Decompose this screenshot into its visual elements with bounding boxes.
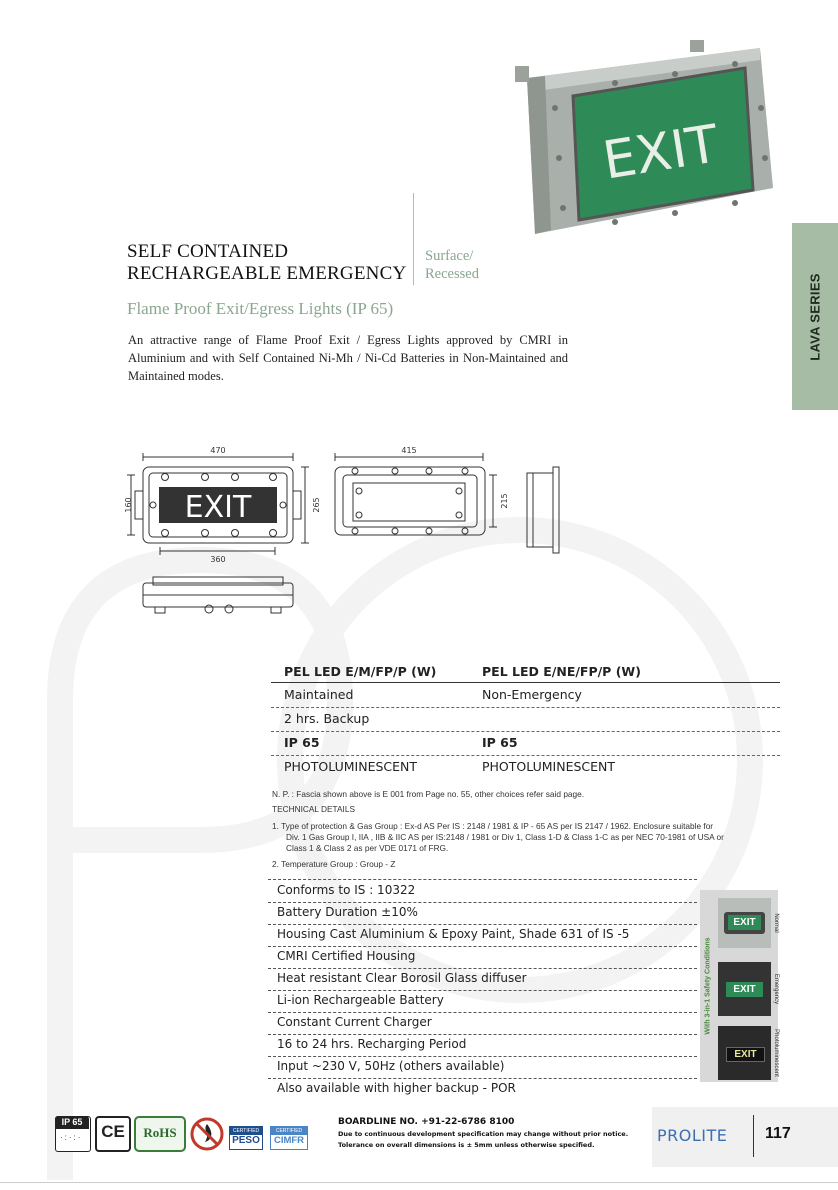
dim-rear-height: 215 (500, 493, 509, 509)
spec-row-mode (271, 683, 780, 708)
feature-text: Li-ion Rechargeable Battery (277, 993, 444, 1007)
safety-emergency-exit: EXIT (726, 982, 763, 997)
feature-text: Also available with higher backup - POR (277, 1081, 516, 1095)
drawing-exit-sign: EXIT (184, 490, 252, 525)
product-description: An attractive range of Flame Proof Exit / Egress Lights approved by CMRI in Aluminium and with Self Contained Ni-Mh / Ni-Cd Batteries in Non-Maintained and Maintained modes. (128, 333, 568, 383)
safety-normal-image (718, 898, 771, 948)
spec-row-finish (271, 755, 780, 779)
spec-backup-1: 2 hrs. Backup (284, 711, 370, 726)
peso-certified-text: CERTIFIED (229, 1127, 263, 1135)
peso-badge (229, 1116, 263, 1152)
spec-ip-1: IP 65 (284, 735, 320, 750)
tech-item-2: 2. Temperature Group : Group - Z (272, 859, 396, 869)
safety-caption-text: With 3-in-1 Safety Conditions (704, 937, 712, 1035)
spec-mode-2: Non-Emergency (482, 687, 582, 702)
feature-item (268, 968, 697, 991)
dim-front-width: 470 (210, 446, 226, 455)
product-exit-sign: EXIT (599, 114, 723, 192)
spec-model-1: PEL LED E/M/FP/P (W) (284, 664, 437, 679)
title-line-2: RECHARGEABLE EMERGENCY (127, 263, 407, 284)
ce-mark: CE (101, 1122, 125, 1141)
feature-text: 16 to 24 hrs. Recharging Period (277, 1037, 467, 1051)
ip65-badge (55, 1116, 89, 1152)
tolerance-notice: Tolerance on overall dimensions is ± 5mm unless otherwise specified. (338, 1141, 595, 1149)
spec-row-model (271, 660, 780, 684)
product-title (127, 241, 406, 285)
feature-text: Input ~230 V, 50Hz (others available) (277, 1059, 505, 1073)
feature-text: CMRI Certified Housing (277, 949, 416, 963)
rohs-badge (134, 1116, 184, 1152)
heading-divider (413, 193, 414, 285)
feature-item (268, 946, 697, 969)
ce-badge (95, 1116, 129, 1152)
spec-row-backup (271, 707, 780, 732)
footer-rule (0, 1182, 838, 1183)
safety-photoluminescent-image (718, 1026, 771, 1080)
peso-text: PESO (232, 1135, 260, 1146)
feature-item (268, 1078, 697, 1100)
tech-item-1-line-2: Div. 1 Gas Group I, IIA , IIB & IIC AS per IS:2148 / 1981 or Div 1, Class 1-D & Class 1-C as per NEC 70-1981 of USA or (286, 832, 724, 842)
product-photo (515, 38, 777, 236)
feature-text: Heat resistant Clear Borosil Glass diffuser (277, 971, 527, 985)
series-side-tab (792, 223, 838, 410)
feature-text: Battery Duration ±10% (277, 905, 418, 919)
series-label: LAVA SERIES (807, 272, 823, 361)
safety-normal-text: Normal (773, 913, 779, 933)
cimfr-badge (270, 1116, 308, 1152)
rohs-text: RoHS (143, 1125, 177, 1140)
feature-item (268, 1012, 697, 1035)
feature-text: Housing Cast Aluminium & Epoxy Paint, Shade 631 of IS -5 (277, 927, 630, 941)
feature-item (268, 1034, 697, 1057)
technical-details-heading: TECHNICAL DETAILS (272, 804, 355, 814)
brand-logo: PROLITE (657, 1126, 728, 1145)
cimfr-certified-text: CERTIFIED (270, 1127, 308, 1135)
brand-divider (753, 1115, 754, 1157)
spec-mode-1: Maintained (284, 687, 354, 702)
dim-rear-width: 415 (401, 446, 417, 455)
mount-line-1: Surface/ (425, 248, 474, 264)
tech-item-1-line-3: Class 1 & Class 2 as per VDE 0171 of FRG. (286, 843, 449, 853)
dimension-drawing (115, 445, 575, 635)
ip65-text: IP 65 (61, 1117, 83, 1127)
spec-finish-2: PHOTOLUMINESCENT (482, 759, 616, 774)
safety-emergency-text: Emergency (773, 973, 779, 1005)
safety-emergency-image (718, 962, 771, 1016)
feature-item (268, 924, 697, 947)
dim-front-inner-height: 265 (312, 497, 321, 513)
boardline-number: BOARDLINE NO. +91-22-6786 8100 (338, 1117, 515, 1127)
feature-item (268, 902, 697, 925)
mount-line-2: Recessed (425, 266, 479, 282)
safety-emergency-label (772, 962, 780, 1016)
feature-item (268, 1056, 697, 1079)
mount-type (425, 247, 479, 283)
tech-item-1-line-1: 1. Type of protection & Gas Group : Ex-d AS Per IS : 2148 / 1981 & IP - 65 AS per IS 2147 / 1962. Enclosure suitable for (272, 821, 714, 831)
dim-front-height: 160 (124, 497, 133, 513)
dim-front-bottom: 360 (210, 555, 226, 564)
safety-photoluminescent-label (772, 1026, 780, 1080)
product-subtitle: Flame Proof Exit/Egress Lights (IP 65) (127, 299, 394, 318)
safety-photoluminescent-exit: EXIT (726, 1047, 765, 1062)
safety-normal-label (772, 898, 780, 948)
spec-ip-2: IP 65 (482, 735, 518, 750)
spec-row-ip (271, 731, 780, 756)
safety-caption (700, 890, 716, 1082)
note-fascia: N. P. : Fascia shown above is E 001 from Page no. 55, other choices refer said page. (272, 789, 585, 799)
feature-text: Conforms to IS : 10322 (277, 883, 416, 897)
feature-text: Constant Current Charger (277, 1015, 432, 1029)
title-line-1: SELF CONTAINED (127, 241, 289, 262)
spec-model-2: PEL LED E/NE/FP/P (W) (482, 664, 641, 679)
feature-item (268, 880, 697, 903)
safety-photoluminescent-text: Photoluminescent (773, 1029, 779, 1077)
spec-change-notice: Due to continuous development specification may change without prior notice. (338, 1130, 629, 1138)
feature-item (268, 990, 697, 1013)
safety-normal-exit: EXIT (728, 915, 761, 930)
boardline-info (338, 1117, 628, 1149)
no-flame-icon (189, 1116, 225, 1152)
cimfr-text: CIMFR (273, 1135, 305, 1146)
page-number: 117 (765, 1125, 791, 1142)
ip65-dots-icon: ·:·:· (60, 1133, 83, 1142)
spec-finish-1: PHOTOLUMINESCENT (284, 759, 418, 774)
